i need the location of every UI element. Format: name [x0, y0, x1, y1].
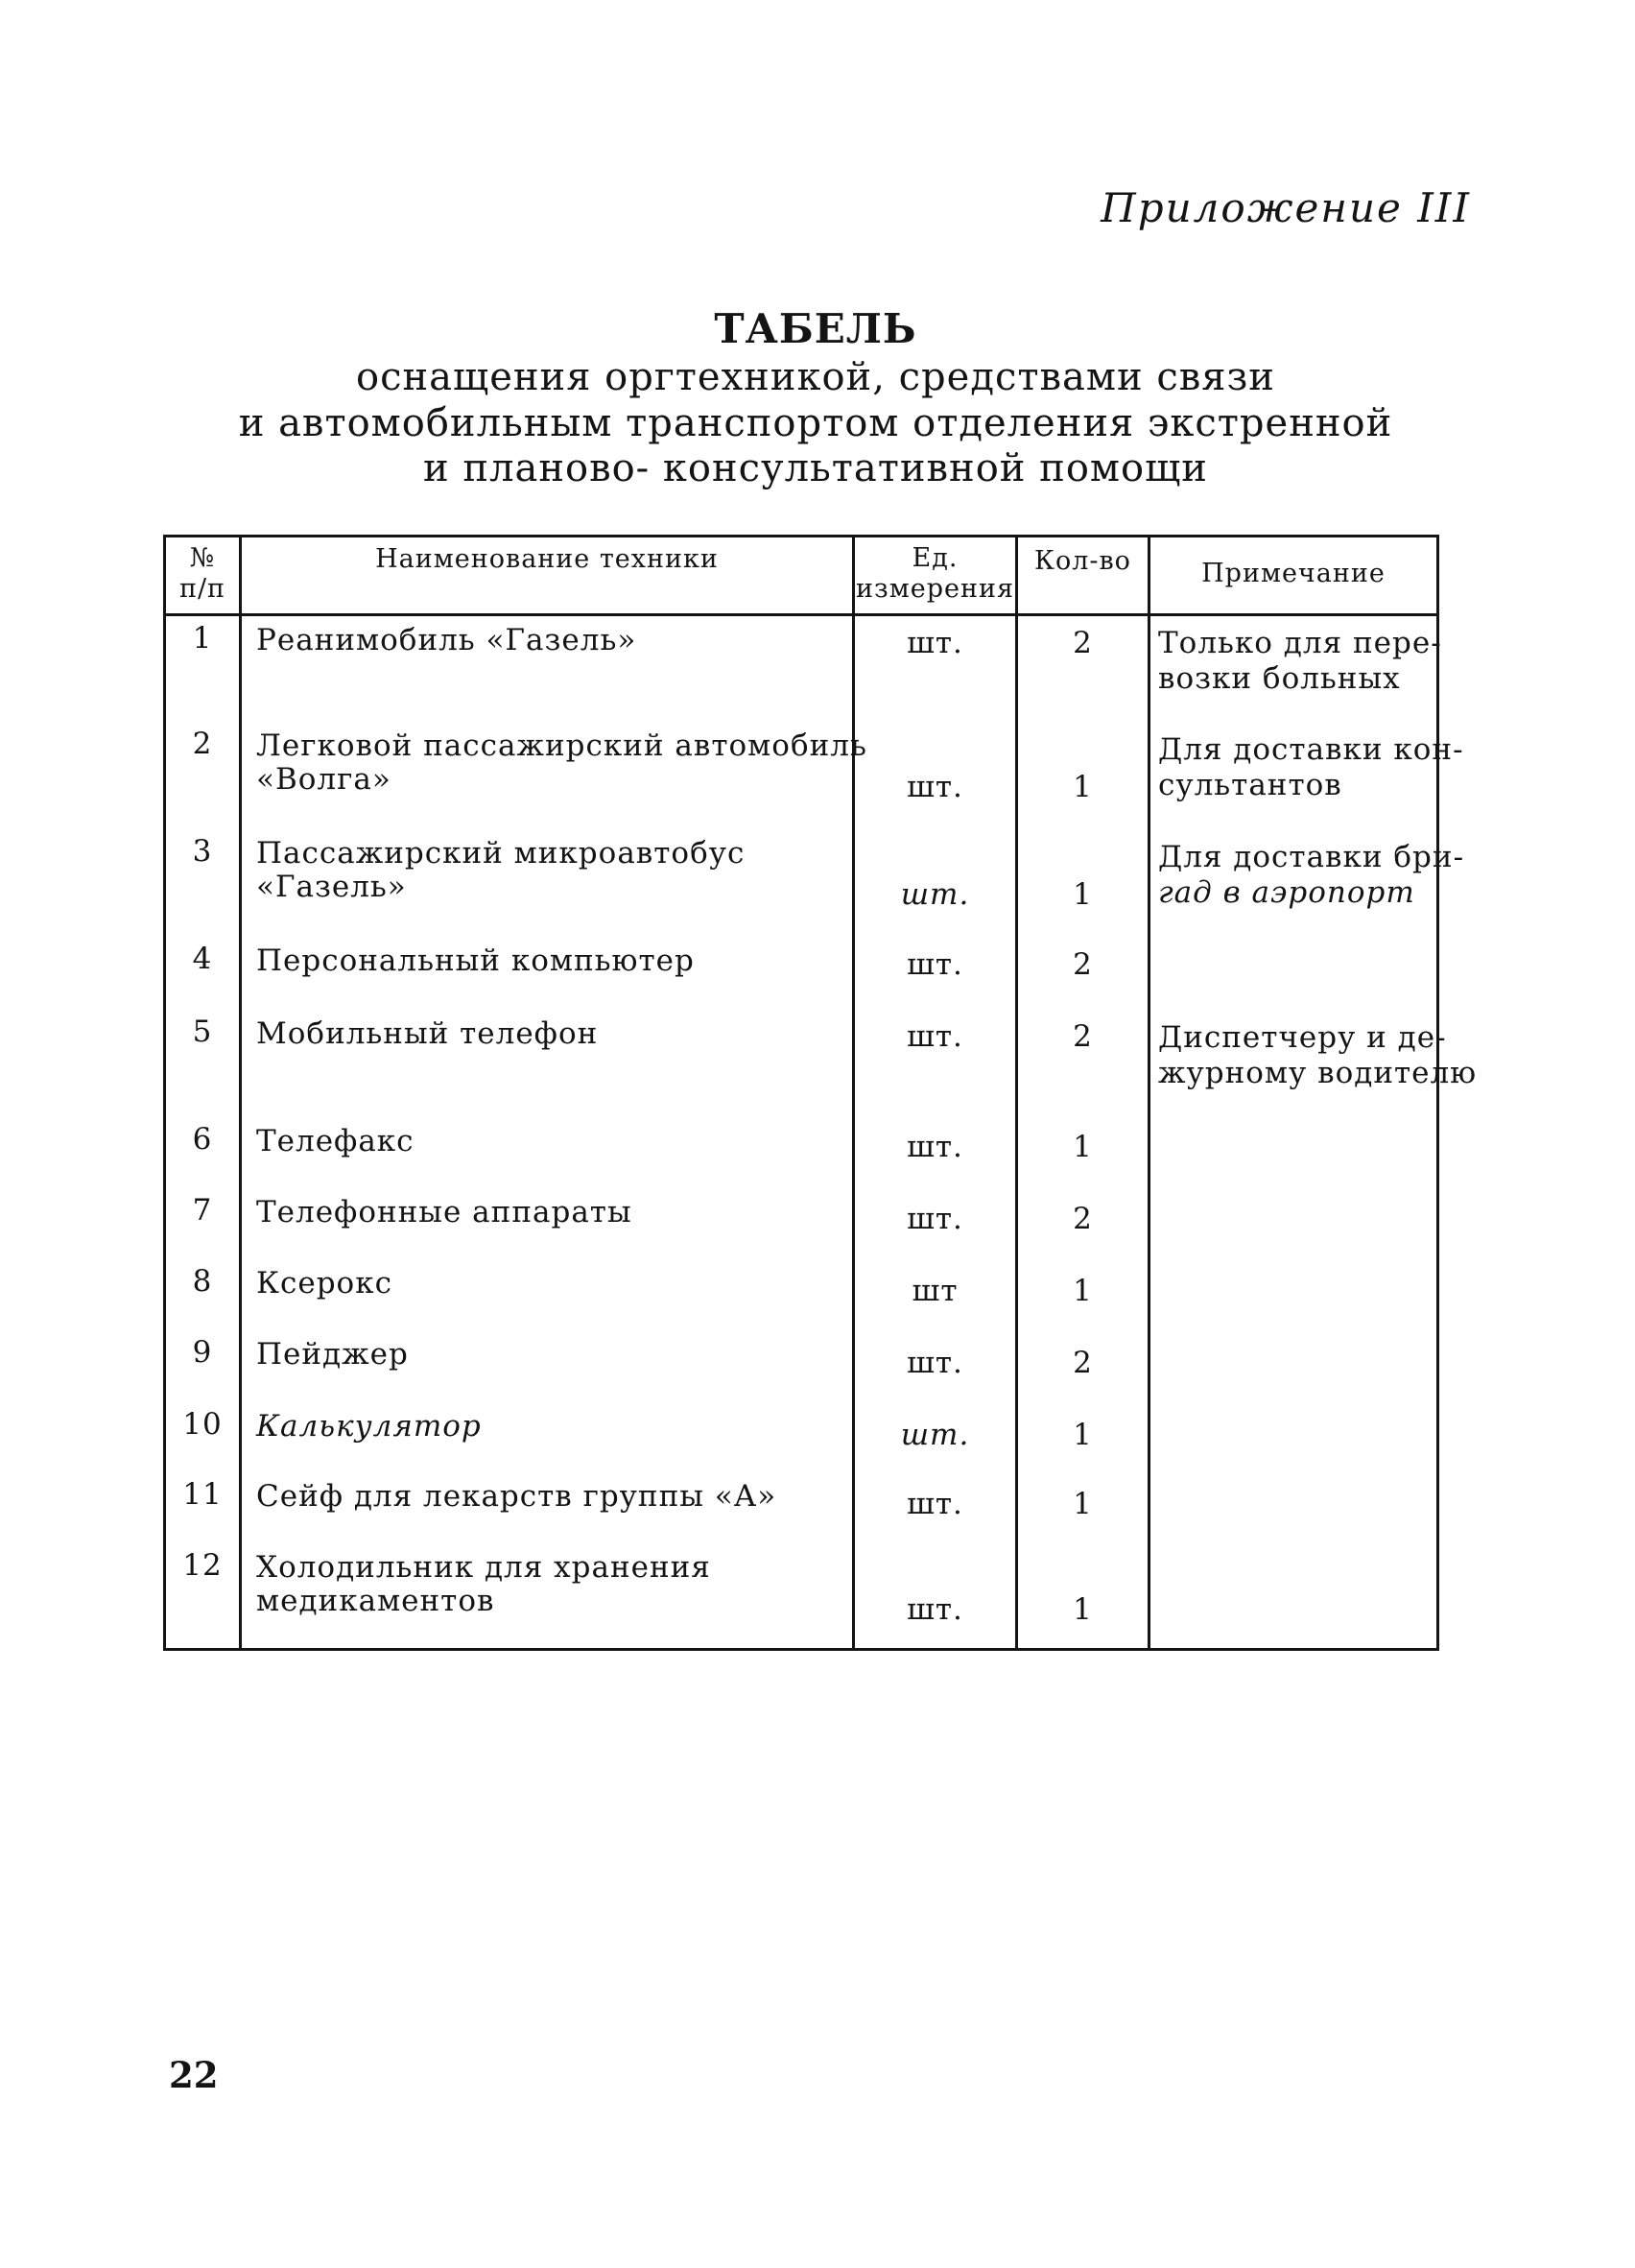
row-quantity: 2 [1073, 947, 1093, 982]
row-name: Пейджер [256, 1337, 409, 1372]
row-unit: шт. [907, 1346, 963, 1380]
row-unit: шт. [907, 947, 963, 982]
column-border [1148, 535, 1150, 1651]
document-title: ТАБЕЛЬ [714, 305, 917, 352]
row-number: 10 [182, 1407, 223, 1442]
row-unit: шт. [907, 1019, 963, 1054]
column-border [1436, 535, 1439, 1651]
row-quantity: 1 [1073, 1130, 1093, 1164]
header-quantity: Кол-во [1034, 546, 1131, 576]
row-note: сультантов [1158, 768, 1342, 802]
row-name: Сейф для лекарств группы «А» [256, 1479, 777, 1514]
row-note: Диспетчеру и де- [1158, 1020, 1447, 1055]
row-quantity: 1 [1073, 1487, 1093, 1521]
row-number: 5 [192, 1015, 213, 1049]
row-number: 11 [182, 1477, 223, 1512]
row-quantity: 1 [1073, 1418, 1093, 1452]
header-unit [855, 535, 1015, 613]
row-name: Пассажирский микроавтобус [256, 836, 746, 871]
row-name: Холодильник для хранения [256, 1550, 711, 1585]
row-number: 3 [192, 834, 213, 869]
row-unit: шт. [907, 1592, 963, 1627]
header-name: Наименование техники [375, 544, 719, 574]
row-quantity: 1 [1073, 770, 1093, 804]
table-bottom-border [163, 1648, 1439, 1651]
row-unit: шт. [907, 1130, 963, 1164]
row-note: Для доставки кон- [1158, 732, 1464, 767]
row-number: 7 [192, 1193, 213, 1228]
row-note: Только для пере- [1158, 626, 1442, 660]
row-number: 9 [192, 1335, 213, 1370]
subtitle-line: и автомобильным транспортом отделения экстренной [238, 401, 1393, 445]
row-number: 12 [182, 1548, 223, 1583]
row-number: 4 [192, 942, 213, 976]
row-quantity: 2 [1073, 1346, 1093, 1380]
subtitle-line: и планово- консультативной помощи [423, 446, 1208, 490]
page-number: 22 [169, 2054, 219, 2096]
row-note: возки больных [1158, 661, 1401, 696]
row-note: гад в аэропорт [1158, 875, 1415, 910]
row-name: медикаментов [256, 1584, 495, 1618]
row-number: 8 [192, 1264, 213, 1299]
row-name: Калькулятор [256, 1409, 482, 1444]
header-number-abbr: п/п [178, 574, 226, 604]
equipment-table [163, 535, 1478, 1651]
row-name: «Волга» [256, 762, 391, 797]
row-quantity: 2 [1073, 1202, 1093, 1236]
header-number-symbol: № [189, 543, 216, 573]
row-unit: шт. [907, 626, 963, 660]
subtitle-line: оснащения оргтехникой, средствами связи [356, 355, 1275, 399]
row-unit: шт. [900, 877, 970, 912]
row-name: Ксерокс [256, 1266, 392, 1301]
appendix-label: Приложение III [1101, 184, 1471, 231]
row-name: Персональный компьютер [256, 943, 695, 978]
header-unit-line: измерения [856, 574, 1014, 604]
row-unit: шт. [907, 770, 963, 804]
row-name: Телефакс [256, 1124, 415, 1158]
row-note: Для доставки бри- [1158, 840, 1465, 874]
row-unit: шт. [907, 1487, 963, 1521]
row-quantity: 2 [1073, 626, 1093, 660]
row-note: журному водителю [1158, 1056, 1478, 1090]
row-name: Мобильный телефон [256, 1016, 599, 1051]
header-number [166, 535, 239, 613]
row-quantity: 1 [1073, 1274, 1093, 1308]
row-name: Легковой пассажирский автомобиль [256, 728, 867, 763]
row-quantity: 1 [1073, 1592, 1093, 1627]
column-border [239, 535, 242, 1651]
column-border [852, 535, 855, 1651]
header-separator [163, 613, 1439, 616]
row-unit: шт. [900, 1418, 970, 1452]
row-unit: шт [912, 1274, 959, 1308]
header-unit-line: Ед. [912, 543, 959, 573]
header-note: Примечание [1201, 559, 1386, 588]
row-number: 1 [192, 621, 213, 656]
row-quantity: 2 [1073, 1019, 1093, 1054]
row-number: 6 [192, 1122, 213, 1157]
row-name: Реанимобиль «Газель» [256, 623, 637, 657]
row-quantity: 1 [1073, 877, 1093, 912]
row-number: 2 [192, 727, 213, 761]
row-name: Телефонные аппараты [256, 1195, 632, 1229]
row-unit: шт. [907, 1202, 963, 1236]
row-name: «Газель» [256, 870, 407, 904]
column-border [1015, 535, 1018, 1651]
